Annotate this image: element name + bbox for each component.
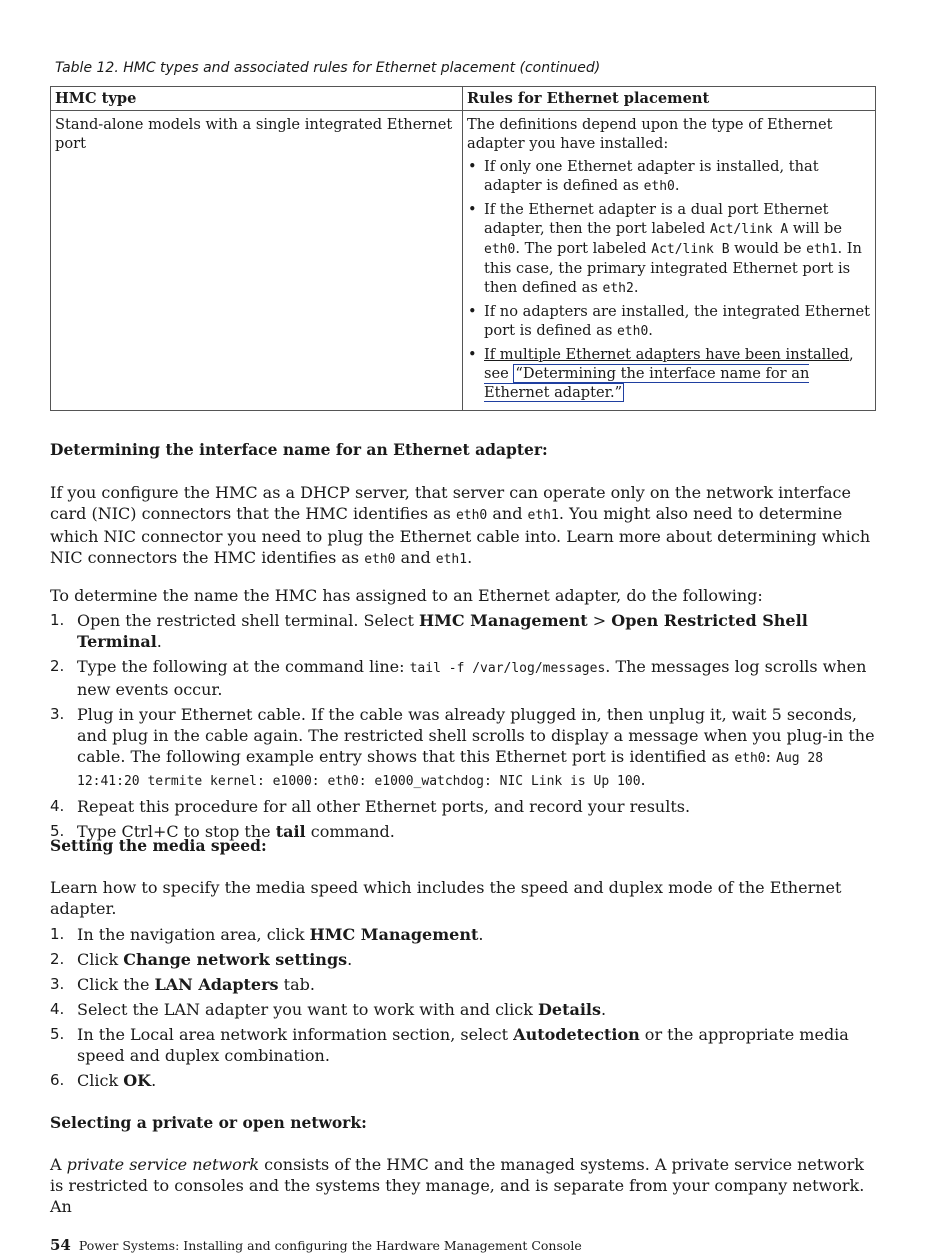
step-bold: LAN Adapters	[154, 975, 279, 994]
step-bold: HMC Management	[418, 611, 588, 630]
step-text: .	[601, 1000, 607, 1019]
table-header-row	[51, 87, 876, 111]
rule-item	[467, 302, 871, 341]
step-text: In the Local area network information section, select	[77, 1025, 514, 1044]
para-text: . You might also need to determine which NIC connector you need to plug the Ethernet cable into. Learn more about determining which NIC connectors the HMC identifies as	[50, 504, 871, 567]
rule-text: will be	[788, 220, 842, 237]
rule-text: .	[648, 322, 653, 339]
step-code: eth0	[734, 751, 766, 766]
list-item	[50, 796, 876, 817]
rule-text: If multiple Ethernet adapters have been installed	[484, 346, 849, 363]
rule-code: eth0	[616, 324, 649, 339]
rule-text: If the Ethernet adapter is a dual port Ethernet adapter, then the port labeled	[484, 201, 829, 237]
step-number: 6.	[50, 1071, 65, 1089]
list-item	[50, 1024, 876, 1066]
step-number: 3.	[50, 975, 65, 993]
step-text: Type the following at the command line:	[77, 657, 410, 676]
step-number: 5.	[50, 1025, 65, 1043]
section-heading-media-speed: Setting the media speed:	[50, 836, 267, 855]
rule-code: eth1	[806, 242, 838, 257]
para-code: eth0	[455, 508, 488, 523]
table-row	[51, 111, 876, 411]
list-item	[50, 999, 876, 1020]
step-text: Open the restricted shell terminal. Select	[77, 611, 419, 630]
bullet-icon: •	[468, 158, 477, 175]
para-text: If you configure the HMC as a DHCP server, that server can operate only on the network interface card (NIC) connectors that the HMC identifies as	[50, 483, 851, 523]
para-text: consists of the HMC and the managed systems. A private service network is restricted to consoles and the systems they manage, and is separate from your company network. An	[50, 1155, 865, 1216]
list-item	[50, 949, 876, 970]
step-text: .	[156, 632, 162, 651]
header-rules: Rules for Ethernet placement	[463, 87, 876, 111]
list-item	[50, 974, 876, 995]
step-text: .	[478, 925, 484, 944]
para-italic: private service network	[66, 1155, 260, 1174]
bullet-icon: •	[468, 346, 477, 363]
step-number: 4.	[50, 1000, 65, 1018]
para-code: eth0	[364, 552, 396, 567]
para-code: eth1	[527, 508, 559, 523]
step-text: Type Ctrl+C to stop the	[77, 822, 276, 841]
rule-text: would be	[729, 240, 807, 257]
step-text: . The messages log scrolls when new events occur.	[77, 657, 867, 699]
step-text: or the appropriate media speed and duplex combination.	[77, 1025, 849, 1065]
step-bold: Open Restricted Shell Terminal	[77, 611, 808, 651]
step-text: .	[151, 1071, 157, 1090]
step-number: 2.	[50, 657, 65, 675]
step-bold: Details	[538, 1000, 601, 1019]
step-code: tail -f /var/log/messages	[409, 661, 606, 676]
step-text: command.	[305, 822, 395, 841]
para-code: eth1	[435, 552, 468, 567]
rule-code: eth2	[602, 281, 634, 296]
steps-interface-name	[50, 610, 876, 846]
bullet-icon: •	[468, 303, 477, 320]
paragraph-dhcp	[50, 482, 876, 570]
step-text: Repeat this procedure for all other Ethernet ports, and record your results.	[77, 797, 691, 816]
para-text: and	[487, 504, 528, 523]
step-text: Plug in your Ethernet cable. If the cable was already plugged in, then unplug it, wait 5 seconds, and plug in the cable again. The restricted shell scrolls to display a message when you plug-in the cable. The following example entry shows that this Ethernet port is identified as	[77, 705, 875, 766]
step-number: 1.	[50, 611, 65, 629]
step-text: Click	[77, 950, 124, 969]
rule-code: Act/link B	[651, 242, 730, 257]
rule-text: . The port labeled	[515, 240, 652, 257]
rules-intro: The definitions depend upon the type of Ethernet adapter you have installed:	[467, 116, 833, 152]
para-text: A	[50, 1155, 67, 1174]
paragraph-media-speed-intro: Learn how to specify the media speed which includes the speed and duplex mode of the Ethernet adapter.	[50, 878, 842, 918]
step-text: >	[587, 611, 612, 630]
header-hmc-type: HMC type	[51, 87, 463, 111]
step-text: In the navigation area, click	[77, 925, 310, 944]
step-text: tab.	[278, 975, 315, 994]
rule-item	[467, 200, 871, 298]
rule-text: If no adapters are installed, the integrated Ethernet port is defined as	[484, 303, 871, 339]
page-footer	[50, 1236, 582, 1254]
step-code: Aug 28 12:41:20 termite kernel: e1000: eth0: e1000_watchdog: NIC Link is Up 100	[77, 751, 824, 789]
ethernet-placement-table	[50, 86, 876, 411]
para-text: .	[467, 548, 473, 567]
step-bold: OK	[123, 1071, 152, 1090]
step-bold: tail	[275, 822, 306, 841]
interface-name-link[interactable]: “Determining the interface name for an Ethernet adapter.”	[484, 365, 810, 401]
rule-item	[467, 345, 871, 402]
rules-list	[467, 157, 871, 402]
rule-text: . In this case, the primary integrated Ethernet port is then defined as	[484, 240, 862, 296]
rule-text: , see	[484, 346, 854, 382]
hmc-type-text: Stand-alone models with a single integrated Ethernet port	[55, 116, 453, 152]
step-number: 4.	[50, 797, 65, 815]
step-number: 3.	[50, 705, 65, 723]
rule-text: .	[674, 177, 680, 194]
step-text: Click the	[77, 975, 155, 994]
cell-rules	[463, 111, 876, 411]
list-item	[50, 610, 876, 652]
rule-code: eth0	[484, 242, 516, 257]
list-item	[50, 924, 876, 945]
cell-hmc-type	[51, 111, 463, 411]
step-text: Click	[77, 1071, 124, 1090]
step-number: 1.	[50, 925, 65, 943]
step-text: :	[765, 747, 777, 766]
rule-item	[467, 157, 871, 196]
step-text: Select the LAN adapter you want to work with and click	[77, 1000, 539, 1019]
paragraph-determine-intro: To determine the name the HMC has assigned to an Ethernet adapter, do the following:	[50, 586, 763, 605]
step-bold: Change network settings	[123, 950, 348, 969]
section-heading-private-network: Selecting a private or open network:	[50, 1113, 367, 1132]
step-text: .	[640, 770, 646, 789]
rule-text: If only one Ethernet adapter is installed, that adapter is defined as	[484, 158, 819, 194]
step-number: 2.	[50, 950, 65, 968]
step-text: .	[347, 950, 353, 969]
step-bold: HMC Management	[309, 925, 479, 944]
paragraph-private-network	[50, 1154, 876, 1217]
page-number: 54	[50, 1236, 71, 1254]
rule-code: Act/link A	[709, 222, 789, 237]
list-item	[50, 656, 876, 700]
step-number: 5.	[50, 822, 65, 840]
ethernet-placement-table-section	[50, 58, 876, 411]
bullet-icon: •	[468, 201, 477, 218]
rule-code: eth0	[643, 179, 675, 194]
step-bold: Autodetection	[513, 1025, 640, 1044]
list-item	[50, 1070, 876, 1091]
list-item	[50, 704, 876, 792]
table-caption: Table 12. HMC types and associated rules for Ethernet placement (continued)	[55, 60, 601, 76]
para-text: and	[395, 548, 436, 567]
book-title: Power Systems: Installing and configuring the Hardware Management Console	[78, 1238, 582, 1253]
section-heading-interface-name: Determining the interface name for an Ethernet adapter:	[50, 440, 548, 459]
rule-text: .	[633, 279, 639, 296]
steps-media-speed	[50, 924, 876, 1095]
